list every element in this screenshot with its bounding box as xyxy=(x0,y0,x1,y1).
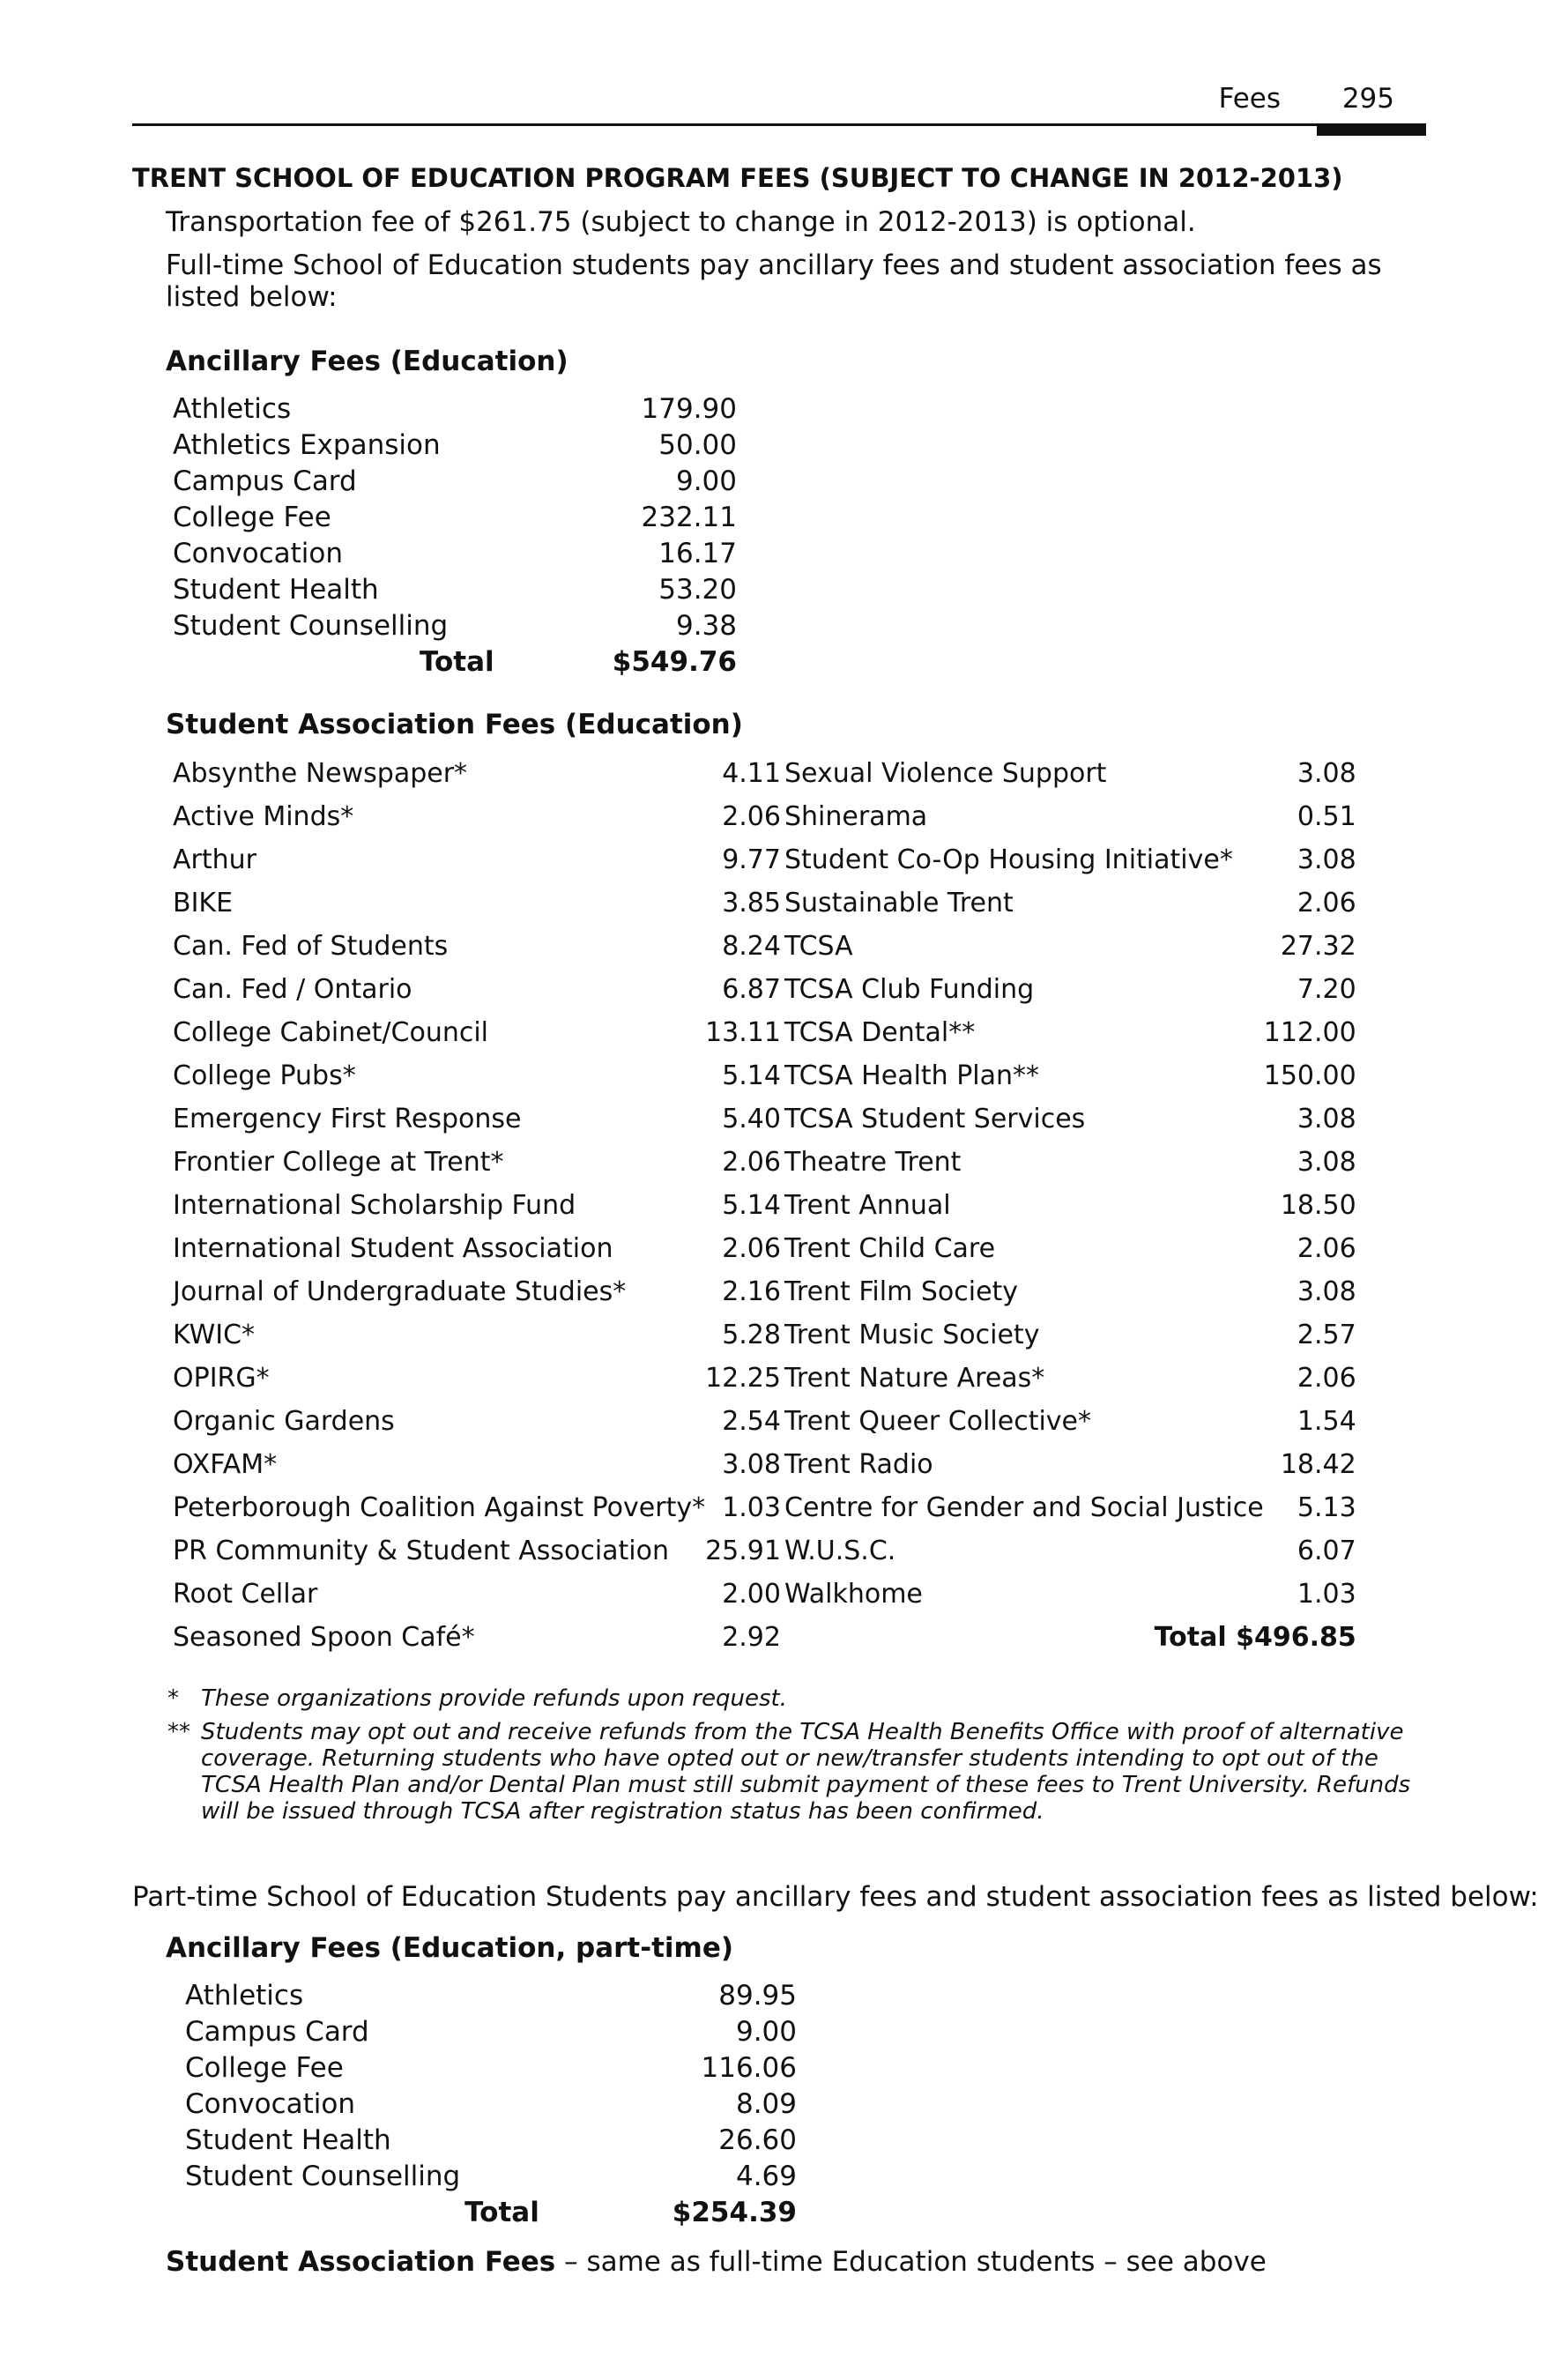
fee-name: Can. Fed / Ontario xyxy=(173,974,412,1005)
fee-row xyxy=(173,1313,781,1357)
fee-amount: 3.08 xyxy=(1297,1276,1356,1307)
fee-name: Athletics xyxy=(173,393,292,425)
fee-name: Student Co-Op Housing Initiative* xyxy=(784,844,1233,875)
fee-name: Student Health xyxy=(185,2124,391,2156)
section-name: Fees xyxy=(1218,83,1281,115)
fee-amount: 8.24 xyxy=(722,931,781,962)
fee-row xyxy=(784,1443,1356,1486)
fee-amount: 9.00 xyxy=(675,465,737,497)
fee-amount: 2.00 xyxy=(722,1579,781,1610)
fee-total-row xyxy=(185,2195,797,2231)
fee-row xyxy=(784,795,1356,838)
fee-total-row xyxy=(784,1616,1356,1659)
fee-name: Trent Annual xyxy=(784,1190,951,1221)
fee-amount: 2.54 xyxy=(722,1406,781,1437)
fee-amount: 18.42 xyxy=(1280,1449,1356,1480)
fee-name: Centre for Gender and Social Justice xyxy=(784,1492,1264,1523)
fee-name: TCSA Student Services xyxy=(784,1104,1086,1134)
header-tab-mark xyxy=(1317,123,1426,136)
fee-name: College Fee xyxy=(185,2052,344,2084)
fee-amount: 1.03 xyxy=(1297,1579,1356,1610)
fee-row xyxy=(173,1184,781,1227)
fee-amount: 2.57 xyxy=(1297,1320,1356,1350)
fee-amount: 50.00 xyxy=(658,429,737,461)
fee-row xyxy=(185,1978,797,2014)
fee-name: International Student Association xyxy=(173,1233,613,1264)
fee-amount: 5.14 xyxy=(722,1060,781,1091)
fee-row xyxy=(173,1227,781,1270)
closing-note xyxy=(166,2246,1267,2278)
footnote xyxy=(167,1685,1419,1712)
fee-name: OXFAM* xyxy=(173,1449,278,1480)
fee-amount: 4.11 xyxy=(722,758,781,789)
fulltime-intro: Full-time School of Education students pay ancillary fees and student association fees as listed below: xyxy=(166,249,1382,313)
fee-amount: 9.00 xyxy=(735,2016,797,2048)
fee-amount: 13.11 xyxy=(705,1017,781,1048)
fee-amount: 3.08 xyxy=(1297,844,1356,875)
fee-row xyxy=(784,1184,1356,1227)
fee-name: PR Community & Student Association xyxy=(173,1536,670,1566)
fee-row xyxy=(784,1097,1356,1141)
fee-name: KWIC* xyxy=(173,1320,256,1350)
fee-row xyxy=(173,1357,781,1400)
parttime-intro: Part-time School of Education Students pay ancillary fees and student association fees as listed below: xyxy=(132,1881,1539,1913)
student-assoc-right-table xyxy=(784,752,1356,1659)
fee-amount: 1.03 xyxy=(722,1492,781,1523)
fee-name: Peterborough Coalition Against Poverty* xyxy=(173,1492,706,1523)
fee-amount: 2.16 xyxy=(722,1276,781,1307)
fee-name: College Pubs* xyxy=(173,1060,356,1091)
fee-name: Journal of Undergraduate Studies* xyxy=(173,1276,627,1307)
fee-name: Trent Nature Areas* xyxy=(784,1363,1045,1394)
fee-name: Athletics xyxy=(185,1980,304,2012)
fee-amount: 150.00 xyxy=(1263,1060,1356,1091)
footnote-mark: ** xyxy=(167,1719,190,1745)
fee-amount: 16.17 xyxy=(658,538,737,569)
transport-note: Transportation fee of $261.75 (subject to change in 2012-2013) is optional. xyxy=(166,206,1196,238)
fee-row xyxy=(784,1357,1356,1400)
fee-amount: 3.08 xyxy=(1297,1147,1356,1178)
fee-name: Trent Music Society xyxy=(784,1320,1040,1350)
closing-rest: – same as full-time Education students – see above xyxy=(555,2246,1267,2278)
fee-row xyxy=(173,464,737,500)
fee-name: Sustainable Trent xyxy=(784,888,1014,919)
fee-name: Active Minds* xyxy=(173,801,354,832)
fee-name: Shinerama xyxy=(784,801,928,832)
fee-row xyxy=(784,1141,1356,1184)
fee-name: Sexual Violence Support xyxy=(784,758,1107,789)
fee-name: Organic Gardens xyxy=(173,1406,395,1437)
fee-name: Campus Card xyxy=(185,2016,369,2048)
fee-row xyxy=(173,1616,781,1659)
fee-amount: 1.54 xyxy=(1297,1406,1356,1437)
fee-amount: 2.92 xyxy=(722,1622,781,1653)
fee-name: Athletics Expansion xyxy=(173,429,441,461)
fee-amount: 8.09 xyxy=(735,2088,797,2120)
fee-row xyxy=(185,2014,797,2050)
fee-amount: 2.06 xyxy=(722,801,781,832)
footnote-mark: * xyxy=(167,1685,179,1712)
fee-total-label: Total xyxy=(419,646,494,678)
fee-name: Trent Radio xyxy=(784,1449,933,1480)
fee-name: Absynthe Newspaper* xyxy=(173,758,468,789)
fee-row xyxy=(784,1270,1356,1313)
fee-name: Arthur xyxy=(173,844,256,875)
fee-amount: 6.07 xyxy=(1297,1536,1356,1566)
fee-amount: 53.20 xyxy=(658,574,737,606)
fee-amount: 116.06 xyxy=(701,2052,797,2084)
fee-amount: 89.95 xyxy=(718,1980,797,2012)
fee-amount: 5.28 xyxy=(722,1320,781,1350)
page-number: 295 xyxy=(1341,83,1394,115)
fee-amount: 25.91 xyxy=(705,1536,781,1566)
fee-row xyxy=(784,1313,1356,1357)
fee-row xyxy=(173,1270,781,1313)
fee-total: Total $496.85 xyxy=(1154,1622,1356,1653)
fee-row xyxy=(173,572,737,608)
ancillary-pt-table xyxy=(185,1978,797,2231)
fee-row xyxy=(784,1400,1356,1443)
fee-amount: 2.06 xyxy=(722,1147,781,1178)
fee-row xyxy=(173,1054,781,1097)
fee-name: Campus Card xyxy=(173,465,357,497)
fee-amount: 3.08 xyxy=(1297,1104,1356,1134)
fee-row xyxy=(173,1097,781,1141)
ancillary-pt-heading: Ancillary Fees (Education, part-time) xyxy=(166,1932,734,1964)
fee-name: Student Health xyxy=(173,574,379,606)
fee-amount: 5.13 xyxy=(1297,1492,1356,1523)
fee-name: TCSA xyxy=(784,931,853,962)
footnotes xyxy=(167,1685,1419,1832)
fee-total-label: Total xyxy=(464,2197,539,2228)
fee-amount: 179.90 xyxy=(641,393,737,425)
fee-row xyxy=(173,881,781,925)
fee-row xyxy=(784,1011,1356,1054)
fee-row xyxy=(173,1011,781,1054)
fee-row xyxy=(784,925,1356,968)
fee-name: Trent Queer Collective* xyxy=(784,1406,1092,1437)
fee-row xyxy=(784,838,1356,881)
fee-amount: 6.87 xyxy=(722,974,781,1005)
fee-amount: 5.14 xyxy=(722,1190,781,1221)
fee-amount: 3.08 xyxy=(722,1449,781,1480)
fee-name: TCSA Health Plan** xyxy=(784,1060,1040,1091)
fee-row xyxy=(784,1054,1356,1097)
fee-total-amount: $549.76 xyxy=(612,646,737,678)
fee-amount: 18.50 xyxy=(1280,1190,1356,1221)
ancillary-ft-table xyxy=(173,391,737,681)
fee-name: Trent Child Care xyxy=(784,1233,996,1264)
fee-row xyxy=(185,2159,797,2195)
fee-row xyxy=(784,1227,1356,1270)
fee-amount: 9.77 xyxy=(722,844,781,875)
fee-name: College Fee xyxy=(173,502,331,533)
fee-amount: 9.38 xyxy=(675,610,737,642)
ancillary-ft-heading: Ancillary Fees (Education) xyxy=(166,346,568,377)
fee-name: Can. Fed of Students xyxy=(173,931,449,962)
fee-row xyxy=(185,2050,797,2086)
closing-bold: Student Association Fees xyxy=(166,2246,556,2278)
fee-row xyxy=(173,428,737,464)
fee-name: Convocation xyxy=(185,2088,355,2120)
fee-name: Seasoned Spoon Café* xyxy=(173,1622,475,1653)
student-assoc-left-table xyxy=(173,752,781,1659)
fee-amount: 12.25 xyxy=(705,1363,781,1394)
fee-amount: 27.32 xyxy=(1280,931,1356,962)
fee-name: Theatre Trent xyxy=(784,1147,962,1178)
header-rule xyxy=(132,123,1426,126)
fee-name: OPIRG* xyxy=(173,1363,270,1394)
fee-name: W.U.S.C. xyxy=(784,1536,896,1566)
fee-amount: 2.06 xyxy=(1297,1363,1356,1394)
fee-amount: 7.20 xyxy=(1297,974,1356,1005)
fee-name: Frontier College at Trent* xyxy=(173,1147,504,1178)
fee-row xyxy=(173,1486,781,1529)
fee-amount: 4.69 xyxy=(735,2161,797,2192)
footnote-text: These organizations provide refunds upon request. xyxy=(201,1685,787,1712)
fee-row xyxy=(173,752,781,795)
fee-row xyxy=(784,1573,1356,1616)
fee-row xyxy=(173,1443,781,1486)
fee-amount: 2.06 xyxy=(722,1233,781,1264)
fee-amount: 232.11 xyxy=(641,502,737,533)
fee-row xyxy=(173,968,781,1011)
fee-row xyxy=(185,2123,797,2159)
fee-row xyxy=(173,536,737,572)
fee-row xyxy=(173,838,781,881)
page-title: TRENT SCHOOL OF EDUCATION PROGRAM FEES (SUBJECT TO CHANGE IN 2012-2013) xyxy=(132,163,1343,193)
student-assoc-heading: Student Association Fees (Education) xyxy=(166,709,743,740)
fee-amount: 3.85 xyxy=(722,888,781,919)
fee-row xyxy=(173,1529,781,1573)
page-header xyxy=(132,81,1426,134)
fee-row xyxy=(173,795,781,838)
fee-row xyxy=(173,391,737,428)
fee-name: Walkhome xyxy=(784,1579,923,1610)
fee-amount: 5.40 xyxy=(722,1104,781,1134)
fee-name: Student Counselling xyxy=(185,2161,461,2192)
fee-amount: 2.06 xyxy=(1297,888,1356,919)
fee-amount: 26.60 xyxy=(718,2124,797,2156)
fee-name: Emergency First Response xyxy=(173,1104,522,1134)
fee-amount: 3.08 xyxy=(1297,758,1356,789)
fee-row xyxy=(173,608,737,644)
fee-name: Convocation xyxy=(173,538,343,569)
fee-row xyxy=(784,968,1356,1011)
fee-row xyxy=(173,1573,781,1616)
footnote xyxy=(167,1719,1419,1825)
fee-total-row xyxy=(173,644,737,681)
fee-name: TCSA Club Funding xyxy=(784,974,1035,1005)
fee-row xyxy=(784,881,1356,925)
fee-row xyxy=(784,1529,1356,1573)
fee-row xyxy=(173,1141,781,1184)
fee-name: International Scholarship Fund xyxy=(173,1190,576,1221)
fee-amount: 2.06 xyxy=(1297,1233,1356,1264)
fee-row xyxy=(784,752,1356,795)
fee-total-amount: $254.39 xyxy=(672,2197,797,2228)
fee-row xyxy=(173,1400,781,1443)
fee-name: Root Cellar xyxy=(173,1579,318,1610)
fee-amount: 0.51 xyxy=(1297,801,1356,832)
fee-name: College Cabinet/Council xyxy=(173,1017,489,1048)
fee-name: BIKE xyxy=(173,888,234,919)
fee-name: TCSA Dental** xyxy=(784,1017,976,1048)
footnote-text: Students may opt out and receive refunds from the TCSA Health Benefits Office with proof of alternative coverage. Returning students who have opted out or new/transfer students intending to opt out of the TCSA Health Plan and/or Dental Plan must still submit payment of these fees to Trent University. Refunds will be issued through TCSA after registration status has been confirmed. xyxy=(201,1719,1411,1825)
fee-row xyxy=(173,925,781,968)
fee-name: Trent Film Society xyxy=(784,1276,1019,1307)
fee-amount: 112.00 xyxy=(1263,1017,1356,1048)
fee-name: Student Counselling xyxy=(173,610,449,642)
fee-row xyxy=(173,500,737,536)
fee-row xyxy=(185,2086,797,2123)
fee-row xyxy=(784,1486,1356,1529)
